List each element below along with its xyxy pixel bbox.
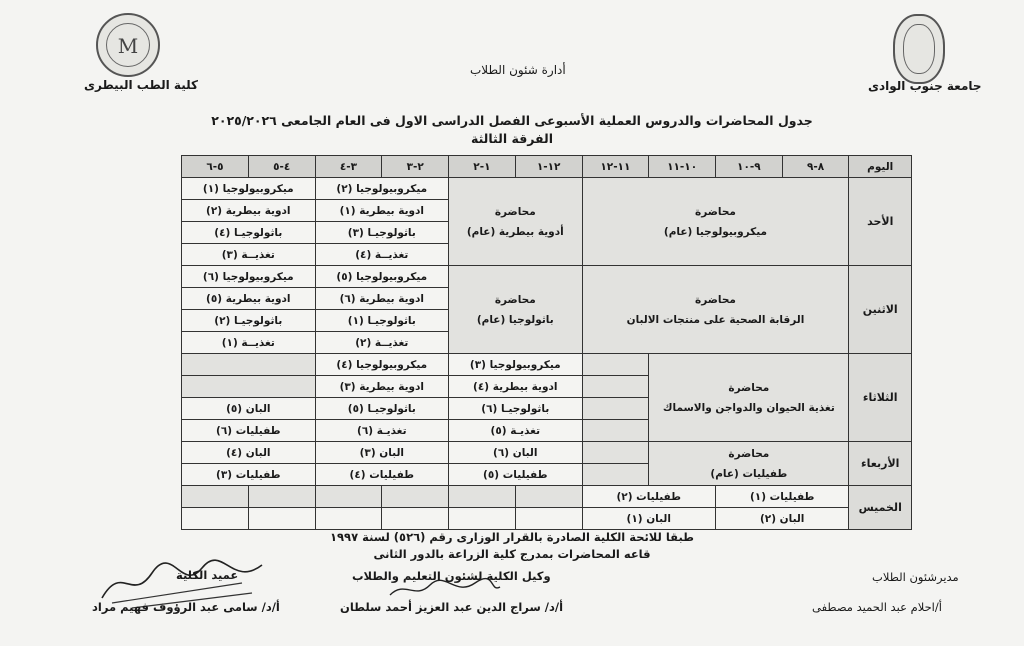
row-monday: [182, 266, 912, 288]
vice-name: أ/د/ سراج الدين عبد العزيز أحمد سلطان: [340, 600, 564, 614]
lab-cell: تغذيـة (٦): [315, 420, 448, 442]
lab-cell: طفيليات (٢): [582, 486, 715, 508]
lab-cell: ميكروبيولوجيا (٤): [315, 354, 448, 376]
lecture-subject: تغذية الحيوان والدواجن والاسماك: [662, 401, 835, 414]
schedule-table: [181, 155, 912, 530]
faculty-name: كلية الطب البيطرى: [84, 78, 198, 92]
lecture-label: محاضرة: [494, 293, 536, 306]
day-thursday: الخميس: [849, 486, 912, 530]
lecture-subject: أدوية بيطرية (عام): [466, 225, 564, 238]
lab-cell: البان (٣): [315, 442, 448, 464]
lab-cell: تغذيــة (٢): [315, 332, 448, 354]
empty-cell: [515, 486, 582, 508]
regulation-note: طبقا للائحة الكلية الصادرة بالقرار الوزارى رقم (٥٢٦) لسنة ١٩٩٧: [330, 530, 694, 544]
lab-cell: ادوية بيطرية (٣): [315, 376, 448, 398]
day-wednesday: الأربعاء: [849, 442, 912, 486]
class-year: الفرقة الثالثة: [470, 131, 554, 146]
dean-title: عميد الكلية: [176, 568, 239, 582]
col-5-6: ٥-٦: [182, 156, 249, 178]
lab-cell: البان (٤): [182, 442, 316, 464]
lab-cell: باثولوجيـا (١): [315, 310, 448, 332]
col-9-10: ٩-١٠: [715, 156, 782, 178]
empty-cell: [315, 508, 382, 530]
lecture-label: محاضرة: [695, 293, 736, 306]
lab-cell: تغذيـة (٥): [449, 420, 582, 442]
lab-cell: طفيليات (٦): [182, 420, 316, 442]
lab-cell: البان (٢): [715, 508, 848, 530]
row-wednesday: [182, 442, 912, 464]
lab-cell: ميكروبيولوجيا (١): [182, 178, 316, 200]
dean-name: أ/د/ سامى عبد الرؤوف فهيم مراد: [92, 600, 280, 614]
lab-cell: طفيليات (٣): [182, 464, 316, 486]
empty-cell: [382, 508, 449, 530]
lab-cell: ادوية بيطرية (٦): [315, 288, 448, 310]
lab-cell: باثولوجيـا (٤): [182, 222, 316, 244]
empty-cell: [248, 486, 315, 508]
lecture-subject: باثولوجيا (عام): [476, 313, 554, 326]
header-row: [182, 156, 912, 178]
schedule-title: جدول المحاضرات والدروس العملية الأسبوعى الفصل الدراسى الاول فى العام الجامعى ٢٠٢٥/٢٠٢٦: [211, 113, 813, 128]
lab-cell: باثولوجيـا (٣): [315, 222, 448, 244]
lab-cell: ميكروبيولوجيا (٣): [449, 354, 582, 376]
row-thursday: [182, 486, 912, 508]
empty-cell: [449, 508, 516, 530]
lab-cell: تغذيــة (٣): [182, 244, 316, 266]
lab-cell: ميكروبيولوجيا (٥): [315, 266, 448, 288]
row-sunday: [182, 178, 912, 200]
empty-cell: [582, 442, 649, 464]
lab-cell: طفيليات (٤): [315, 464, 448, 486]
col-10-11: ١٠-١١: [649, 156, 716, 178]
lab-cell: ادوية بيطرية (٤): [449, 376, 582, 398]
empty-cell: [182, 508, 249, 530]
row-thursday: [182, 508, 912, 530]
director-title: مديرشئون الطلاب: [872, 570, 959, 584]
col-12-1: ١٢-١: [515, 156, 582, 178]
lab-cell: تغذيــة (٤): [315, 244, 448, 266]
empty-cell: [248, 508, 315, 530]
empty-cell: [449, 486, 516, 508]
lab-cell: ميكروبيولوجيا (٢): [315, 178, 448, 200]
empty-cell: [382, 486, 449, 508]
col-2-3: ٢-٣: [382, 156, 449, 178]
day-sunday: الأحد: [849, 178, 912, 266]
empty-cell: [582, 420, 649, 442]
empty-cell: [582, 376, 649, 398]
lecture-label: محاضرة: [728, 381, 770, 394]
empty-cell: [182, 354, 316, 376]
university-name: جامعة جنوب الوادى: [868, 79, 982, 93]
lecture-cell: [449, 266, 582, 354]
lab-cell: باثولوجيـا (٦): [449, 398, 582, 420]
university-logo: [893, 14, 945, 84]
empty-cell: [582, 398, 649, 420]
lab-cell: ادوية بيطرية (١): [315, 200, 448, 222]
lecture-cell: [582, 266, 849, 354]
lecture-subject: الرقابة الصحية على منتجات الالبان: [626, 313, 805, 326]
svg-text:M: M: [117, 34, 139, 58]
lecture-cell: [649, 354, 849, 442]
lecture-label: محاضرة: [728, 447, 770, 460]
col-1-2: ١-٢: [449, 156, 516, 178]
director-name: أ/احلام عبد الحميد مصطفى: [812, 600, 942, 614]
lab-cell: باثولوجيـا (٢): [182, 310, 316, 332]
lecture-cell: [649, 442, 849, 486]
lab-cell: البان (٦): [449, 442, 582, 464]
lecture-cell: [449, 178, 582, 266]
empty-cell: [582, 464, 649, 486]
lecture-subject: طفيليات (عام): [710, 467, 788, 480]
lecture-label: محاضرة: [494, 205, 536, 218]
lab-cell: ادوية بيطرية (٢): [182, 200, 316, 222]
col-11-12: ١١-١٢: [582, 156, 649, 178]
vice-title: وكيل الكلية لشئون التعليم والطلاب: [352, 569, 551, 583]
hall-note: قاعه المحاضرات بمدرج كلية الزراعة بالدور الثانى: [373, 547, 651, 561]
day-monday: الاثنين: [849, 266, 912, 354]
lab-cell: تغذيــة (١): [182, 332, 316, 354]
lecture-label: محاضرة: [695, 205, 736, 218]
lab-cell: طفيليات (٥): [449, 464, 582, 486]
empty-cell: [182, 486, 249, 508]
empty-cell: [515, 508, 582, 530]
lab-cell: ميكروبيولوجيا (٦): [182, 266, 316, 288]
faculty-logo: [96, 13, 160, 77]
department-name: أدارة شئون الطلاب: [470, 63, 566, 77]
col-3-4: ٣-٤: [315, 156, 382, 178]
lab-cell: ادوية بيطرية (٥): [182, 288, 316, 310]
col-day: اليوم: [849, 156, 912, 178]
day-tuesday: الثلاثاء: [849, 354, 912, 442]
lab-cell: البان (٥): [182, 398, 316, 420]
empty-cell: [582, 354, 649, 376]
lecture-subject: ميكروبيولوجيا (عام): [663, 225, 768, 238]
lab-cell: طفيليات (١): [715, 486, 848, 508]
lab-cell: باثولوجيـا (٥): [315, 398, 448, 420]
row-tuesday: [182, 354, 912, 376]
lab-cell: البان (١): [582, 508, 715, 530]
col-4-5: ٤-٥: [248, 156, 315, 178]
col-8-9: ٨-٩: [782, 156, 849, 178]
empty-cell: [315, 486, 382, 508]
lecture-cell: [582, 178, 849, 266]
empty-cell: [182, 376, 316, 398]
